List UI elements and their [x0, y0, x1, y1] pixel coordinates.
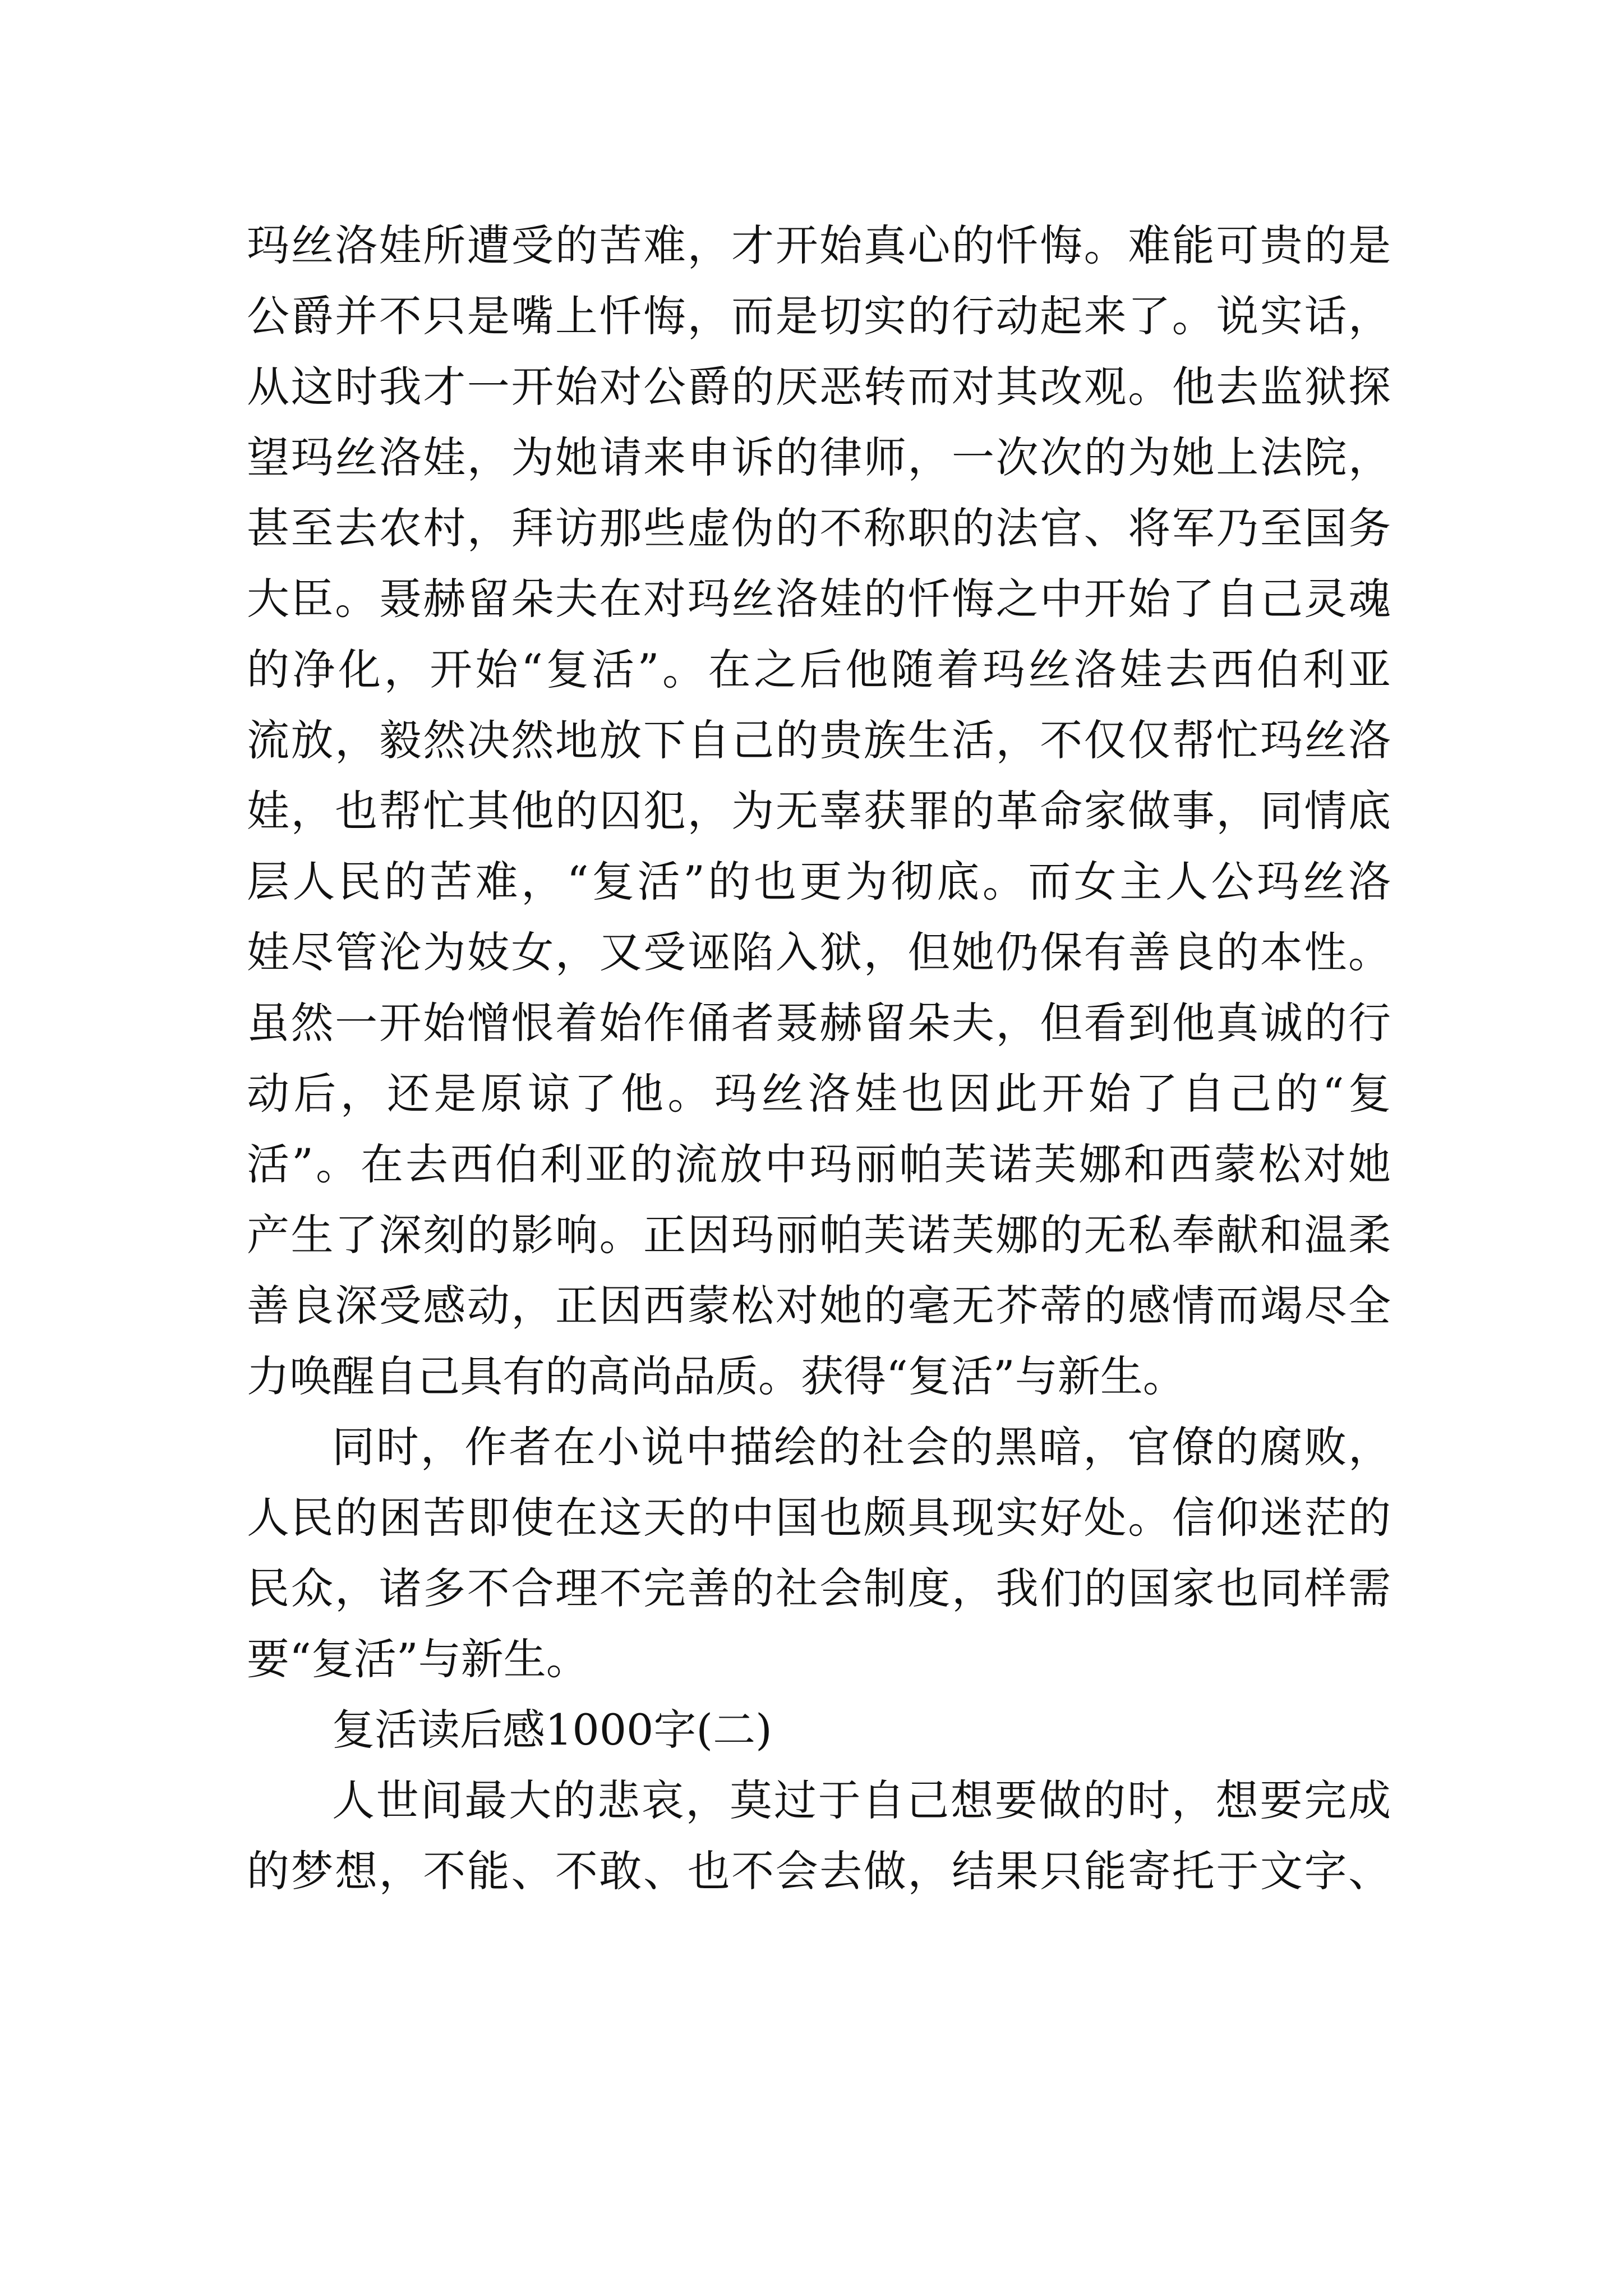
text-line: 玛丝洛娃所遭受的苦难，才开始真心的忏悔。难能可贵的是 [247, 220, 1391, 270]
text-line: 流放，毅然决然地放下自己的贵族生活，不仅仅帮忙玛丝洛 [247, 715, 1391, 765]
text-line: 动后，还是原谅了他。玛丝洛娃也因此开始了自己的“复 [247, 1069, 1391, 1119]
text-line: 娃，也帮忙其他的囚犯，为无辜获罪的革命家做事，同情底 [247, 786, 1391, 836]
text-line: 力唤醒自己具有的高尚品质。获得“复活”与新生。 [247, 1351, 1186, 1401]
text-line: 虽然一开始憎恨着始作俑者聂赫留朵夫，但看到他真诚的行 [247, 998, 1391, 1048]
text-line: 娃尽管沦为妓女，又受诬陷入狱，但她仍保有善良的本性。 [247, 927, 1391, 977]
text-line: 要“复活”与新生。 [247, 1634, 589, 1684]
text-line: 产生了深刻的影响。正因玛丽帕芙诺芙娜的无私奉献和温柔 [247, 1210, 1391, 1260]
text-line: 大臣。聂赫留朵夫在对玛丝洛娃的忏悔之中开始了自己灵魂 [247, 574, 1391, 624]
text-line: 望玛丝洛娃，为她请来申诉的律师，一次次的为她上法院， [247, 432, 1391, 482]
text-line: 层人民的苦难，“复活”的也更为彻底。而女主人公玛丝洛 [247, 857, 1391, 907]
text-line: 民众，诸多不合理不完善的社会制度，我们的国家也同样需 [247, 1563, 1391, 1613]
text-line: 善良深受感动，正因西蒙松对她的毫无芥蒂的感情而竭尽全 [247, 1281, 1391, 1331]
paragraph-first-line: 同时，作者在小说中描绘的社会的黑暗，官僚的腐败， [332, 1422, 1391, 1472]
text-line: 人民的困苦即使在这天的中国也颇具现实好处。信仰迷茫的 [247, 1493, 1391, 1543]
section-heading: 复活读后感1000字(二) [332, 1705, 772, 1755]
text-line: 活”。在去西伯利亚的流放中玛丽帕芙诺芙娜和西蒙松对她 [247, 1139, 1391, 1189]
document-body [247, 210, 1391, 1907]
text-line: 甚至去农村，拜访那些虚伪的不称职的法官、将军乃至国务 [247, 503, 1391, 553]
text-line: 的净化，开始“复活”。在之后他随着玛丝洛娃去西伯利亚 [247, 645, 1391, 694]
paragraph-first-line: 人世间最大的悲哀，莫过于自己想要做的时，想要完成 [332, 1775, 1391, 1825]
text-line: 从这时我才一开始对公爵的厌恶转而对其改观。他去监狱探 [247, 362, 1391, 412]
text-line: 公爵并不只是嘴上忏悔，而是切实的行动起来了。说实话， [247, 291, 1391, 341]
text-line: 的梦想，不能、不敢、也不会去做，结果只能寄托于文字、 [247, 1846, 1391, 1896]
